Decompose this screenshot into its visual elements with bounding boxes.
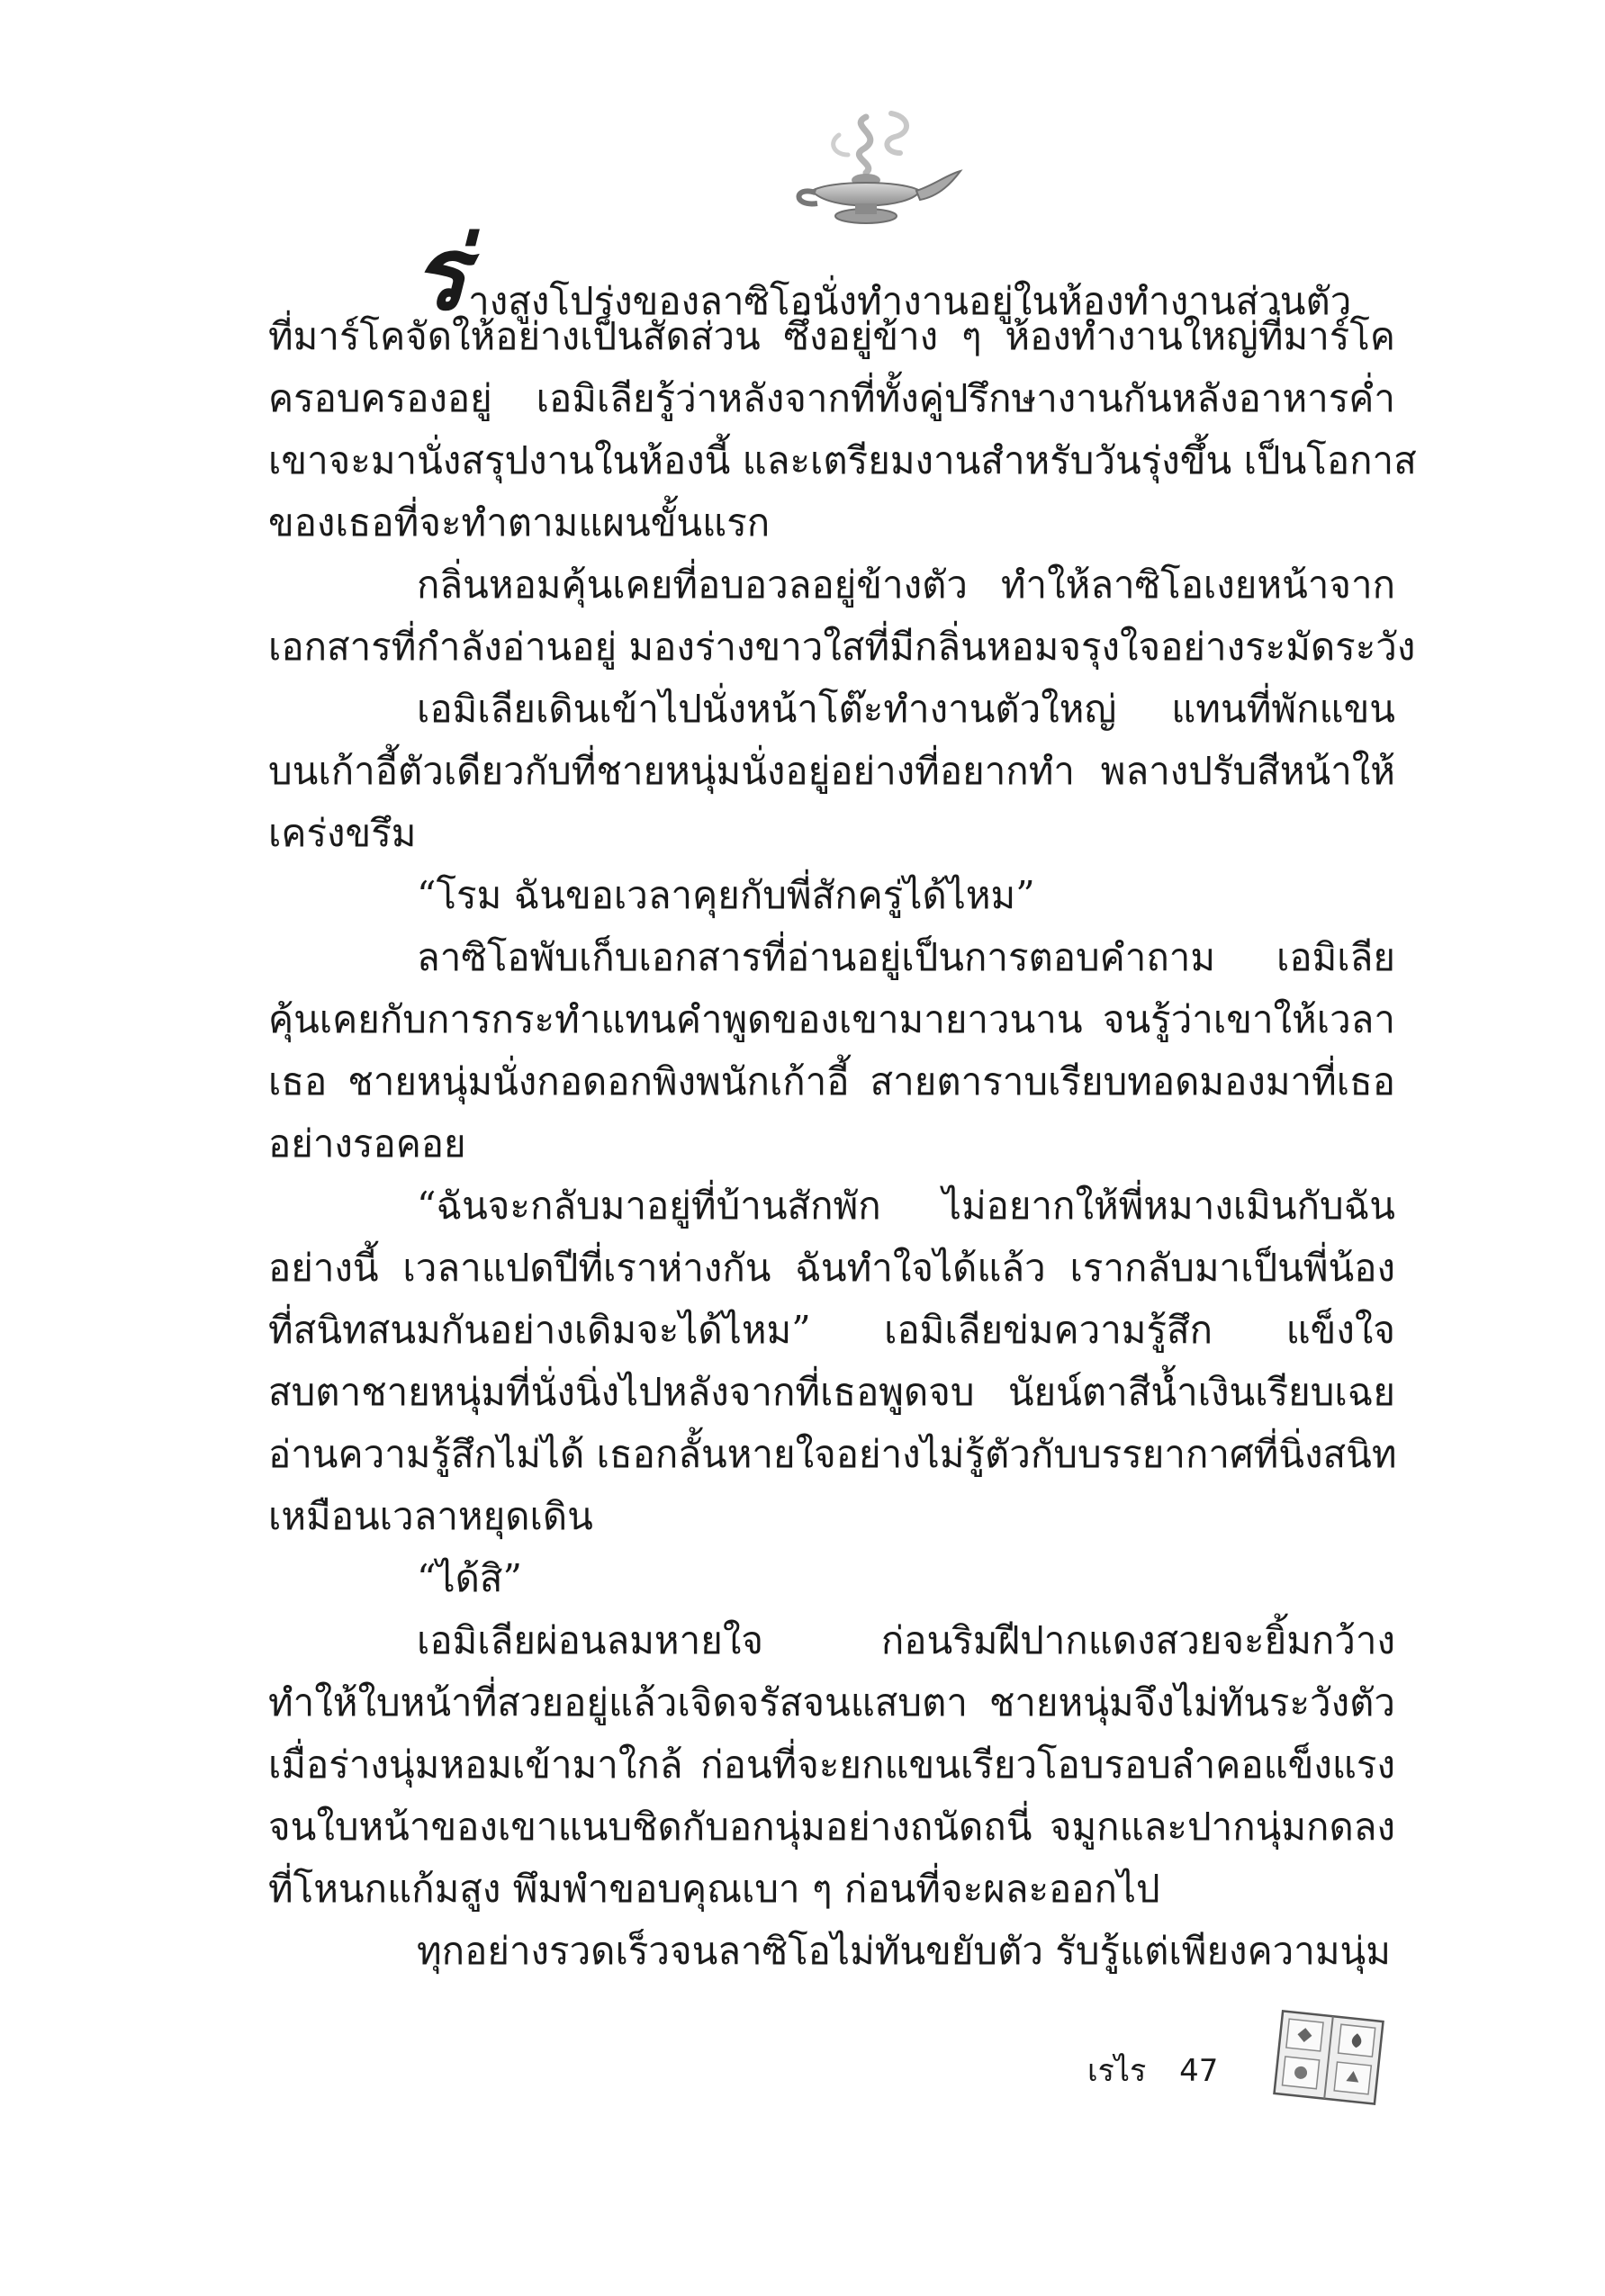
text-line: เอมิเลียเดินเข้าไปนั่งหน้าโต๊ะทำงานตัวใหญ่ แทนที่พักแขน (417, 687, 1395, 731)
body-text (268, 215, 1417, 1982)
paragraph (268, 926, 1395, 1175)
text-line: บนเก้าอี้ตัวเดียวกับที่ชายหนุ่มนั่งอยู่อย่างที่อยากทำ พลางปรับสีหน้าให้ (268, 749, 1395, 793)
text-line: อย่างนี้ เวลาแปดปีที่เราห่างกัน ฉันทำใจได้แล้ว เรากลับมาเป็นพี่น้อง (268, 1246, 1395, 1290)
paragraph (268, 1547, 1395, 1609)
text-line: “ได้สิ” (417, 1556, 522, 1600)
text-line: ครอบครองอยู่ เอมิเลียรู้ว่าหลังจากที่ทั้งคู่ปรึกษางานกันหลังอาหารค่ำ (268, 376, 1395, 420)
magic-lamp-icon (776, 108, 965, 230)
paragraph (268, 678, 1395, 864)
text-line: ที่โหนกแก้มสูง พึมพำขอบคุณเบา ๆ ก่อนที่จะผละออกไป (268, 1867, 1160, 1911)
paragraph (268, 1920, 1395, 1982)
playing-cards-icon (1271, 2009, 1386, 2106)
paragraph (268, 1609, 1395, 1920)
text-line: “ฉันจะกลับมาอยู่ที่บ้านสักพัก ไม่อยากให้พี่หมางเมินกับฉัน (417, 1184, 1395, 1228)
paragraph (268, 1175, 1395, 1547)
drop-cap: ร่ (412, 215, 467, 333)
text-line: ลาซิโอพับเก็บเอกสารที่อ่านอยู่เป็นการตอบคำถาม เอมิเลีย (417, 935, 1395, 979)
text-line: “โรม ฉันขอเวลาคุยกับพี่สักครู่ได้ไหม” (417, 873, 1035, 917)
paragraph (268, 554, 1416, 678)
text-line: ทุกอย่างรวดเร็วจนลาซิโอไม่ทันขยับตัว รับรู้แต่เพียงความนุ่ม (417, 1929, 1391, 1973)
text-line: ที่มาร์โคจัดให้อย่างเป็นสัดส่วน ซึ่งอยู่ข้าง ๆ ห้องทำงานใหญ่ที่มาร์โค (268, 314, 1395, 358)
text-line: ทำให้ใบหน้าที่สวยอยู่แล้วเจิดจรัสจนแสบตา ชายหนุ่มจึงไม่ทันระวังตัว (268, 1680, 1395, 1724)
page-footer (1087, 2046, 1218, 2094)
text-line: คุ้นเคยกับการกระทำแทนคำพูดของเขามายาวนาน จนรู้ว่าเขาให้เวลา (268, 997, 1395, 1041)
text-line: สบตาชายหนุ่มที่นั่งนิ่งไปหลังจากที่เธอพูดจบ นัยน์ตาสีน้ำเงินเรียบเฉย (268, 1370, 1395, 1414)
text-line: อ่านความรู้สึกไม่ได้ เธอกลั้นหายใจอย่างไม่รู้ตัวกับบรรยากาศที่นิ่งสนิท (268, 1432, 1397, 1476)
text-line: กลิ่นหอมคุ้นเคยที่อบอวลอยู่ข้างตัว ทำให้ลาซิโอเงยหน้าจาก (417, 563, 1395, 607)
text-line: ของเธอที่จะทำตามแผนขั้นแรก (268, 500, 771, 545)
paragraph (268, 215, 1417, 554)
page-number: 47 (1179, 2053, 1219, 2089)
text-line: เอมิเลียผ่อนลมหายใจ ก่อนริมฝีปากแดงสวยจะยิ้มกว้าง (417, 1618, 1395, 1662)
text-line: เอกสารที่กำลังอ่านอยู่ มองร่างขาวใสที่มีกลิ่นหอมจรุงใจอย่างระมัดระวัง (268, 625, 1416, 669)
text-line: เคร่งขรึม (268, 811, 417, 855)
text-line: ที่สนิทสนมกันอย่างเดิมจะได้ไหม” เอมิเลียข่มความรู้สึก แข็งใจ (268, 1308, 1395, 1352)
book-title: เรไร (1087, 2053, 1147, 2089)
text-line: ร่างสูงโปร่งของลาซิโอนั่งทำงานอยู่ในห้องทำงานส่วนตัว (412, 215, 1352, 333)
text-line: อย่างรอคอย (268, 1121, 466, 1166)
text-line: เหมือนเวลาหยุดเดิน (268, 1494, 593, 1538)
text-line: จนใบหน้าของเขาแนบชิดกับอกนุ่มอย่างถนัดถนี่ จมูกและปากนุ่มกดลง (268, 1805, 1395, 1849)
text-line: เธอ ชายหนุ่มนั่งกอดอกพิงพนักเก้าอี้ สายตาราบเรียบทอดมองมาที่เธอ (268, 1059, 1395, 1103)
text-line: เมื่อร่างนุ่มหอมเข้ามาใกล้ ก่อนที่จะยกแขนเรียวโอบรอบลำคอแข็งแรง (268, 1742, 1395, 1787)
paragraph (268, 864, 1395, 926)
text-line: เขาจะมานั่งสรุปงานในห้องนี้ และเตรียมงานสำหรับวันรุ่งขึ้น เป็นโอกาส (268, 438, 1417, 482)
